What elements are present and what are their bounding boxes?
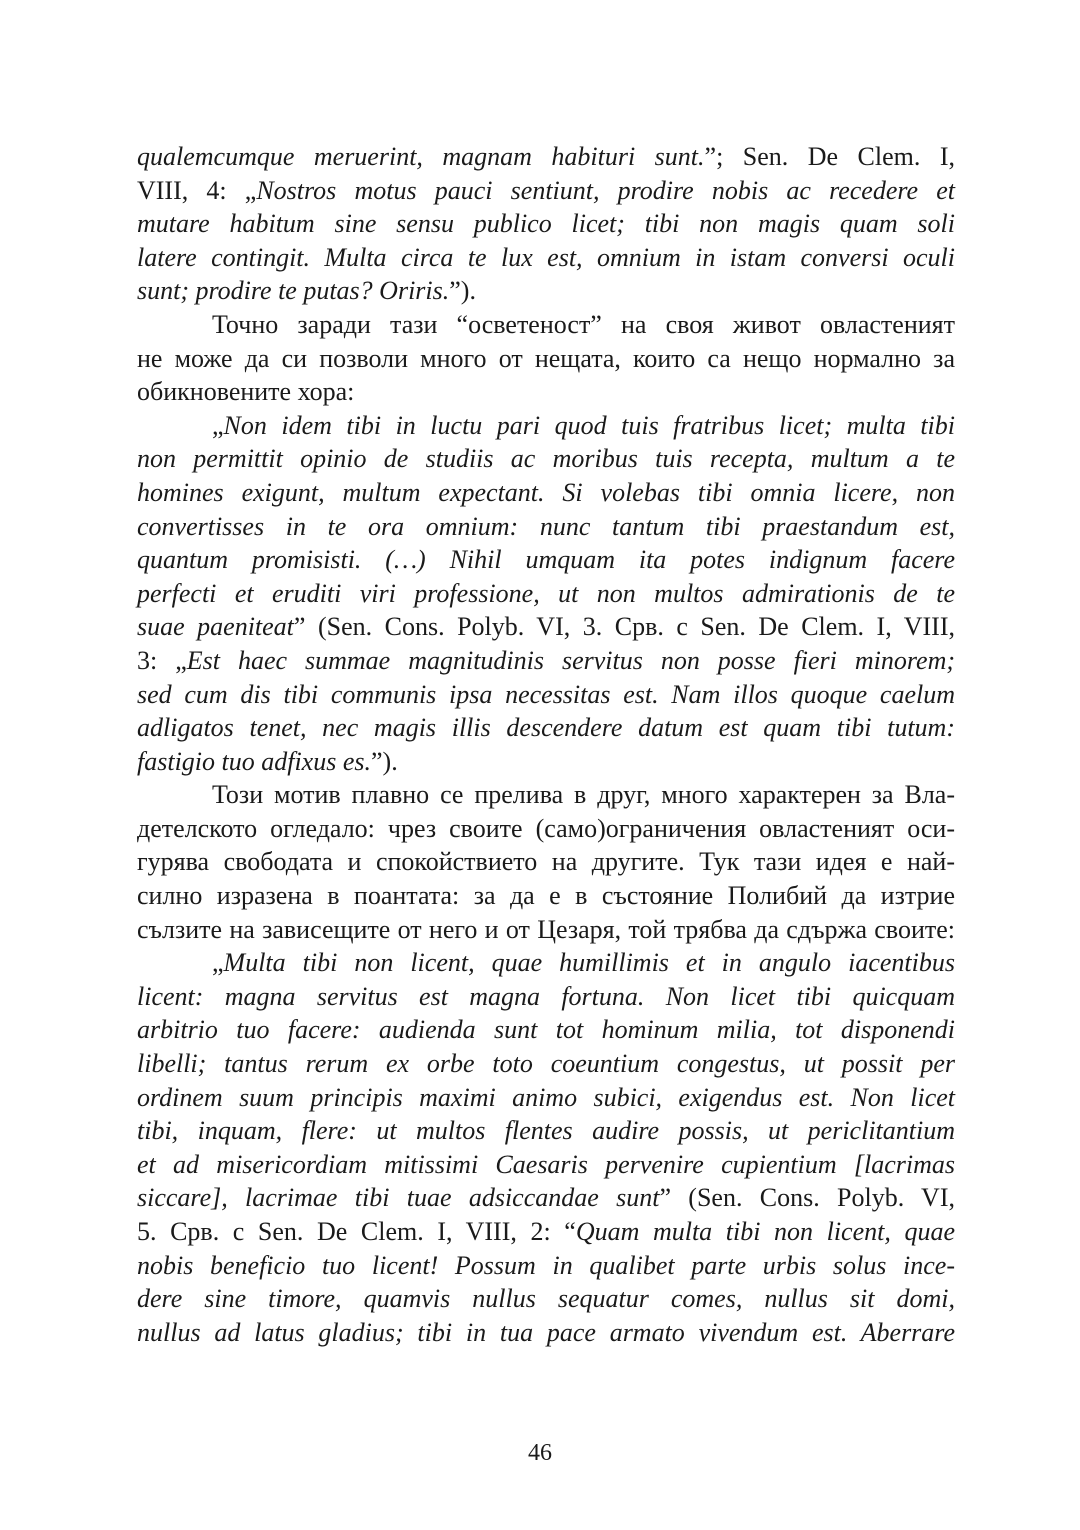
italic-quote-segment: Non idem tibi in luctu pari quod tuis fratribus licet; multa tibi <box>223 410 955 440</box>
text-line <box>137 241 955 275</box>
italic-quote-segment: Est haec summae magnitudinis servitus non posse fieri minorem; <box>186 645 956 675</box>
italic-quote-segment: perfecti et eruditi viri professione, ut non multos admirationis de te <box>137 578 955 608</box>
text-line <box>137 610 955 644</box>
text-segment: VIII, 4: „ <box>137 175 257 205</box>
text-line <box>137 442 955 476</box>
italic-quote-segment: non permittit opinio de studiis ac moribus tuis recepta, multum a te <box>137 444 955 474</box>
text-line <box>137 1181 955 1215</box>
text-line <box>137 879 955 913</box>
text-segment: Точно заради тази “осветеност” на своя живот овластеният <box>212 309 955 339</box>
text-line <box>137 745 955 779</box>
italic-quote-segment: Multa tibi non licent, quae humillimis et in angulo iacentibus <box>223 948 955 978</box>
italic-quote-segment: mutare habitum sine sensu publico licet; tibi non magis quam soli <box>137 209 955 239</box>
italic-quote-segment: libelli; tantus rerum ex orbe toto coeuntium congestus, ut possit per <box>137 1049 955 1079</box>
italic-quote-segment: nullus ad latus gladius; tibi in tua pace armato vivendum est. Aberrare <box>137 1317 955 1347</box>
text-line <box>137 375 955 409</box>
text-line <box>137 476 955 510</box>
text-segment: силно изразена в поантата: за да е в състояние Полибий да изтрие <box>137 881 955 911</box>
italic-quote-segment: nobis beneficio tuo licent! Possum in qualibet parte urbis solus ince- <box>137 1250 955 1280</box>
text-line <box>137 409 955 443</box>
text-line <box>137 1047 955 1081</box>
text-segment: 3: „ <box>137 645 187 675</box>
text-line <box>137 1249 955 1283</box>
italic-quote-segment: arbitrio tuo facere: audienda sunt tot hominum milia, tot disponendi <box>137 1015 955 1045</box>
text-line <box>137 778 955 812</box>
text-line <box>137 1148 955 1182</box>
text-segment: не може да си позволи много от нещата, които са нещо нормално за <box>137 343 955 373</box>
text-line <box>137 1081 955 1115</box>
text-line <box>137 1282 955 1316</box>
italic-quote-segment: Quam multa tibi non licent, quae <box>575 1217 955 1246</box>
italic-quote-segment: Nostros motus pauci sentiunt, prodire nobis ac recedere et <box>256 175 956 205</box>
text-segment: Този мотив плавно се прелива в друг, много характерен за Вла- <box>212 780 955 810</box>
text-line <box>137 510 955 544</box>
italic-quote-segment: homines exigunt, multum expectant. Si volebas tibi omnia licere, non <box>137 477 955 507</box>
text-segment: детелското огледало: чрез своите (само)ограничения овластеният оси- <box>137 813 955 843</box>
text-line <box>137 946 955 980</box>
text-line <box>137 308 955 342</box>
page-number: 46 <box>528 1440 552 1466</box>
body-text <box>137 140 955 1349</box>
italic-quote-segment: ordinem suum principis maximi animo subici, exigendus est. Non licet <box>137 1082 955 1112</box>
text-segment: сълзите на зависещите от него и от Цезаря, той трябва да сдържа своите: <box>137 914 955 944</box>
italic-quote-segment: adligatos tenet, nec magis illis descendere datum est quam tibi tutum: <box>137 713 955 743</box>
text-line <box>137 845 955 879</box>
text-segment: „ <box>212 410 224 440</box>
italic-quote-segment: quantum promisisti. (…) Nihil umquam ita potes indignum facere <box>137 545 955 575</box>
text-line <box>137 1013 955 1047</box>
italic-quote-segment: convertisses in te ora omnium: nunc tantum tibi praestandum est, <box>137 511 955 541</box>
italic-quote-segment: fastigio tuo adfixus es. <box>137 746 371 776</box>
italic-quote-segment: dere sine timore, quamvis nullus sequatur comes, nullus sit domi, <box>137 1284 955 1314</box>
text-line <box>137 812 955 846</box>
italic-quote-segment: licent: magna servitus est magna fortuna. Non licet tibi quicquam <box>137 981 955 1011</box>
italic-quote-segment: sed cum dis tibi communis ipsa necessitas est. Nam illos quoque caelum <box>137 679 955 709</box>
text-line <box>137 207 955 241</box>
text-segment: „ <box>212 948 224 978</box>
text-line <box>137 913 955 947</box>
italic-quote-segment: siccare], lacrimae tibi tuae adsiccandae sunt <box>137 1183 660 1213</box>
text-line <box>137 1114 955 1148</box>
italic-quote-segment: sunt; prodire te putas? Oriris. <box>137 276 450 306</box>
text-line <box>137 644 955 678</box>
text-line <box>137 711 955 745</box>
text-segment: 5. Срв. с Sen. De Clem. I, VIII, 2: “ <box>137 1217 576 1246</box>
text-segment: ” (Sen. Cons. Polyb. VI, <box>659 1183 955 1213</box>
text-line <box>137 678 955 712</box>
italic-quote-segment: et ad misericordiam mitissimi Caesaris pervenire cupientium [lacrimas <box>137 1149 955 1179</box>
text-segment: ” (Sen. Cons. Polyb. VI, 3. Срв. с Sen. De Clem. I, VIII, <box>293 612 955 642</box>
text-segment: обикновените хора: <box>137 377 355 407</box>
italic-quote-segment: qualemcumque meruerint, magnam habituri sunt. <box>137 142 705 171</box>
text-line <box>137 140 955 174</box>
text-line <box>137 342 955 376</box>
italic-quote-segment: latere contingit. Multa circa te lux est, omnium in istam conversi oculi <box>137 242 955 272</box>
text-segment: гурява свободата и спокойствието на другите. Тук тази идея е най- <box>137 847 955 877</box>
italic-quote-segment: suae paeniteat <box>137 612 294 642</box>
text-line <box>137 577 955 611</box>
text-line <box>137 174 955 208</box>
text-segment: ”). <box>449 276 476 306</box>
italic-quote-segment: tibi, inquam, flere: ut multos flentes audire possis, ut periclitantium <box>137 1116 955 1146</box>
text-line <box>137 1316 955 1350</box>
text-segment: ”). <box>371 746 398 776</box>
text-line <box>137 274 955 308</box>
text-line <box>137 980 955 1014</box>
text-segment: ”; Sen. De Clem. I, <box>704 142 955 171</box>
text-line <box>137 1215 955 1249</box>
text-line <box>137 543 955 577</box>
